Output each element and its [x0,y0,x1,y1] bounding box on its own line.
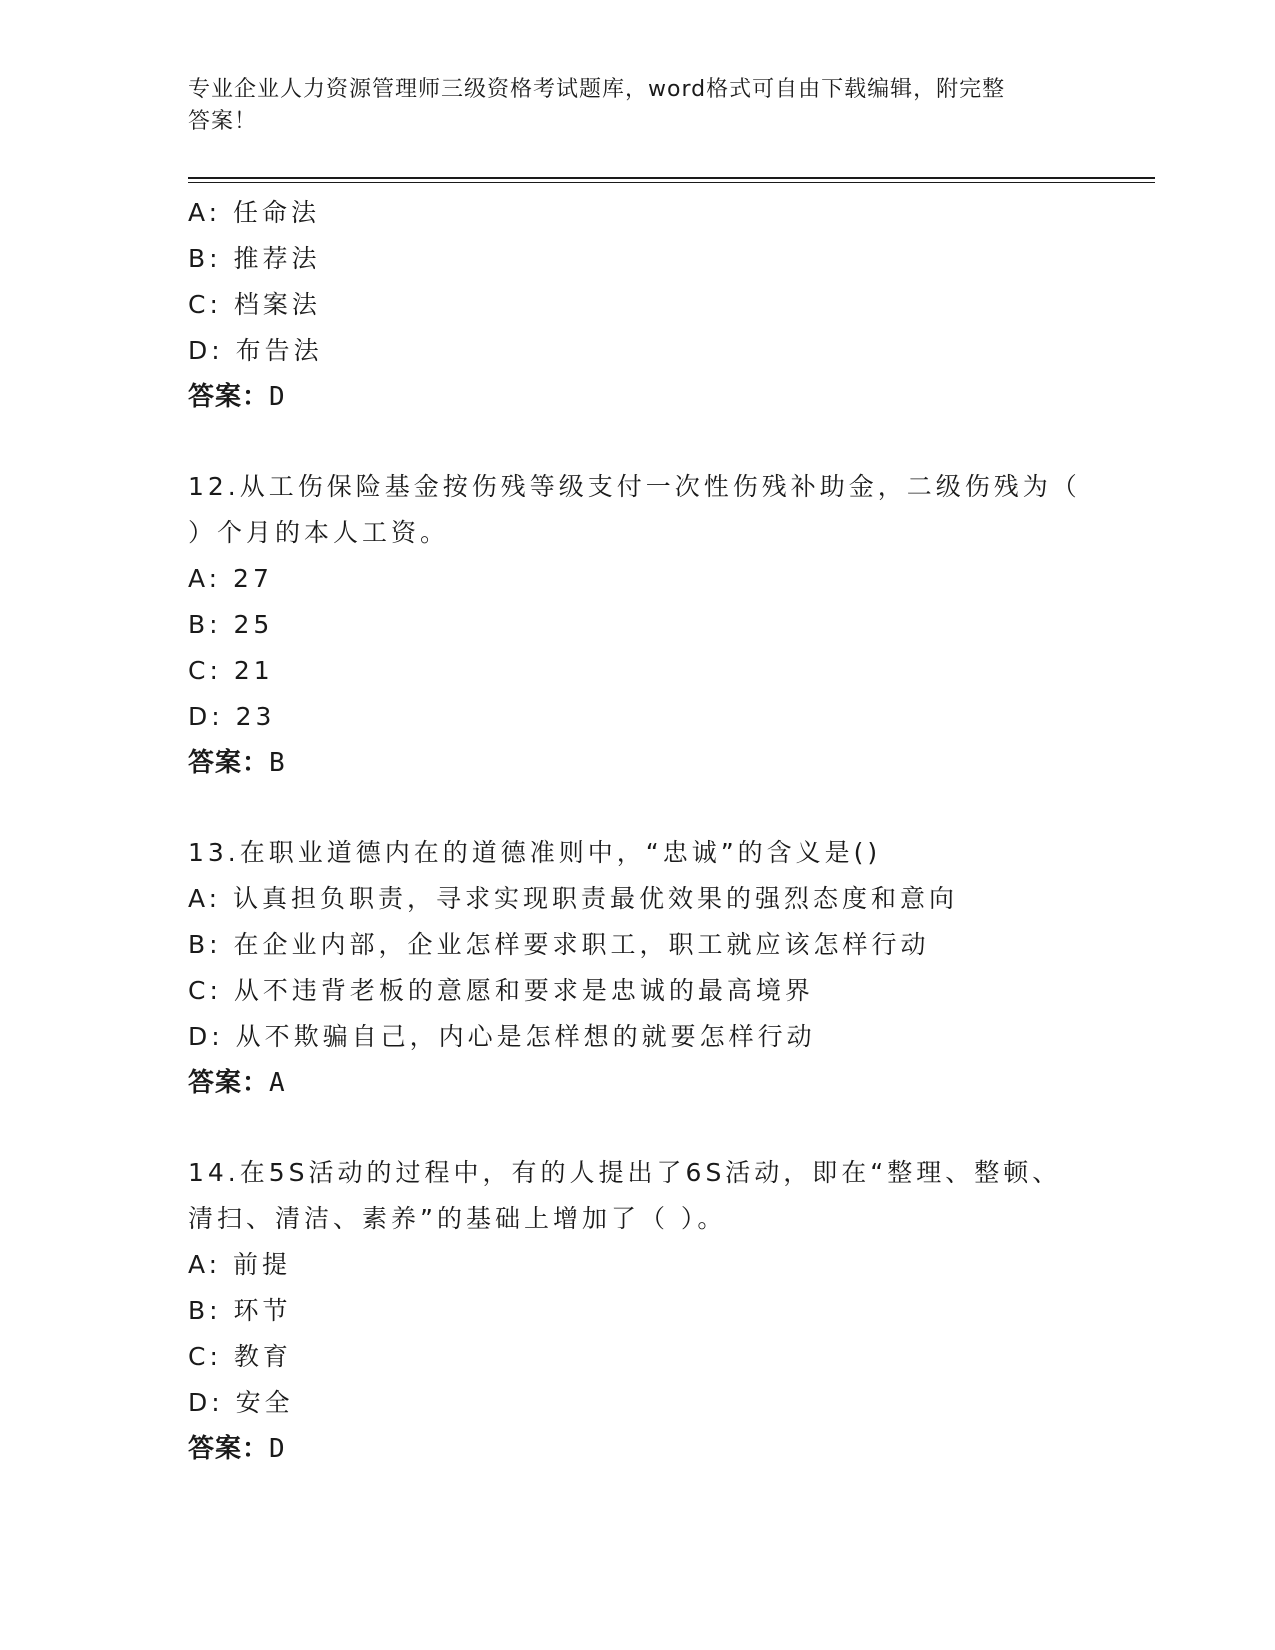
question-text-line-1: 14.在5S活动的过程中，有的人提出了6S活动，即在“整理、整顿、 [188,1158,1062,1187]
header-line-2: 答案！ [188,109,258,134]
header-rule-thin [188,182,1155,183]
option-c: C: 从不违背老板的意愿和要求是忠诚的最高境界 [188,976,814,1005]
answer-value: B [269,748,286,778]
option-d: D: 23 [188,702,276,731]
question-block-12 [188,464,1088,786]
header-rule-thick [188,177,1155,179]
question-block-11 [188,190,1088,420]
option-b: B: 环节 [188,1296,292,1325]
question-text-line-2: ）个月的本人工资。 [188,518,450,547]
question-text-line-1: 13.在职业道德内在的道德准则中，“忠诚”的含义是() [188,838,882,867]
answer-value: A [269,1068,286,1098]
question-list [188,190,1088,1472]
option-a: A: 任命法 [188,198,321,227]
option-b: B: 推荐法 [188,244,321,273]
option-c: C: 档案法 [188,290,321,319]
option-a: A: 27 [188,564,273,593]
option-d: D: 从不欺骗自己，内心是怎样想的就要怎样行动 [188,1022,816,1051]
option-a: A: 前提 [188,1250,292,1279]
answer-line [188,740,1088,786]
answer-line [188,1426,1088,1472]
question-text-line-2: 清扫、清洁、素养”的基础上增加了（ ）。 [188,1204,727,1233]
option-c: C: 21 [188,656,274,685]
option-a: A: 认真担负职责，寻求实现职责最优效果的强烈态度和意向 [188,884,959,913]
answer-line [188,1060,1088,1106]
option-d: D: 布告法 [188,336,323,365]
header-line-1: 专业企业人力资源管理师三级资格考试题库，word格式可自由下载编辑，附完整 [188,77,1006,102]
question-block-13 [188,830,1088,1106]
document-header [188,74,1088,138]
answer-value: D [269,382,286,412]
answer-label: 答案： [188,748,270,778]
answer-value: D [269,1434,286,1464]
option-c: C: 教育 [188,1342,292,1371]
question-block-14 [188,1150,1088,1472]
option-d: D: 安全 [188,1388,294,1417]
option-b: B: 25 [188,610,274,639]
answer-label: 答案： [188,1434,270,1464]
answer-label: 答案： [188,382,270,412]
option-b: B: 在企业内部，企业怎样要求职工，职工就应该怎样行动 [188,930,930,959]
question-text-line-1: 12.从工伤保险基金按伤残等级支付一次性伤残补助金，二级伤残为（ [188,472,1081,501]
answer-line [188,374,1088,420]
answer-label: 答案： [188,1068,270,1098]
